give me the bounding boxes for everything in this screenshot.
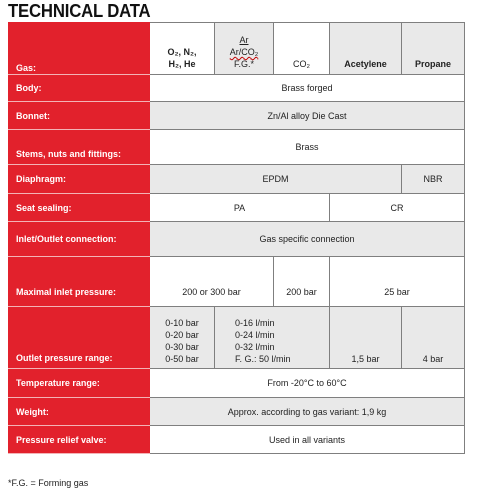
temperature-label: Temperature range: [9,369,150,398]
bonnet-value: Zn/Al alloy Die Cast [150,102,465,130]
stems-row [9,130,465,165]
outlet-pressure-col4: 1,5 bar [330,307,402,369]
outlet-pressure-label: Outlet pressure range: [9,307,150,369]
diaphragm-row [9,165,465,194]
technical-data-table [8,22,465,454]
temperature-value: From -20°C to 60°C [150,369,465,398]
outlet-col2-item: 0-32 l/min [235,342,275,352]
weight-row [9,398,465,426]
outlet-col1-item: 0-30 bar [165,342,199,352]
diaphragm-value-a: EPDM [150,165,402,194]
body-label: Body: [9,75,150,102]
inlet-outlet-label: Inlet/Outlet connection: [9,222,150,257]
seat-sealing-value-a: PA [150,194,330,222]
gas-col-co2: CO₂ [274,23,330,75]
outlet-pressure-col1 [150,307,215,369]
gas-col-ar [215,23,274,75]
outlet-col2-item: 0-16 l/min [235,318,275,328]
gas-label: Gas: [9,23,150,75]
outlet-col1-item: 0-50 bar [165,354,199,364]
outlet-col2-item: F. G.: 50 l/min [235,354,291,364]
max-inlet-value-b: 200 bar [274,257,330,307]
gas-col-o2-n2-h2-he [150,23,215,75]
gas-col2-line3: F.G.* [233,59,254,69]
gas-col2-line1: Ar [239,35,249,45]
weight-label: Weight: [9,398,150,426]
gas-col-propane: Propane [402,23,465,75]
max-inlet-value-a: 200 or 300 bar [150,257,274,307]
seat-sealing-value-b: CR [330,194,465,222]
inlet-outlet-value: Gas specific connection [150,222,465,257]
inlet-outlet-row [9,222,465,257]
body-row [9,75,465,102]
gas-header-row [9,23,465,75]
outlet-col1-item: 0-20 bar [165,330,199,340]
relief-row [9,426,465,454]
seat-sealing-row [9,194,465,222]
max-inlet-value-c: 25 bar [330,257,465,307]
seat-sealing-label: Seat sealing: [9,194,150,222]
stems-label: Stems, nuts and fittings: [9,130,150,165]
outlet-pressure-row [9,307,465,369]
gas-col2-line2: Ar/CO₂ [229,47,259,57]
outlet-col1-item: 0-10 bar [165,318,199,328]
stems-value: Brass [150,130,465,165]
max-inlet-row [9,257,465,307]
outlet-col2-item: 0-24 l/min [235,330,275,340]
outlet-pressure-col5: 4 bar [402,307,465,369]
body-value: Brass forged [150,75,465,102]
gas-col1-line1: O₂, N₂, [167,47,197,57]
diaphragm-value-b: NBR [402,165,465,194]
relief-label: Pressure relief valve: [9,426,150,454]
footnote: *F.G. = Forming gas [8,478,89,488]
page-title: TECHNICAL DATA [8,1,151,21]
diaphragm-label: Diaphragm: [9,165,150,194]
relief-value: Used in all variants [150,426,465,454]
bonnet-row [9,102,465,130]
gas-col1-line2: H₂, He [168,59,196,69]
outlet-pressure-col2 [215,307,330,369]
max-inlet-label: Maximal inlet pressure: [9,257,150,307]
temperature-row [9,369,465,398]
weight-value: Approx. according to gas variant: 1,9 kg [150,398,465,426]
bonnet-label: Bonnet: [9,102,150,130]
gas-col-acetylene: Acetylene [330,23,402,75]
